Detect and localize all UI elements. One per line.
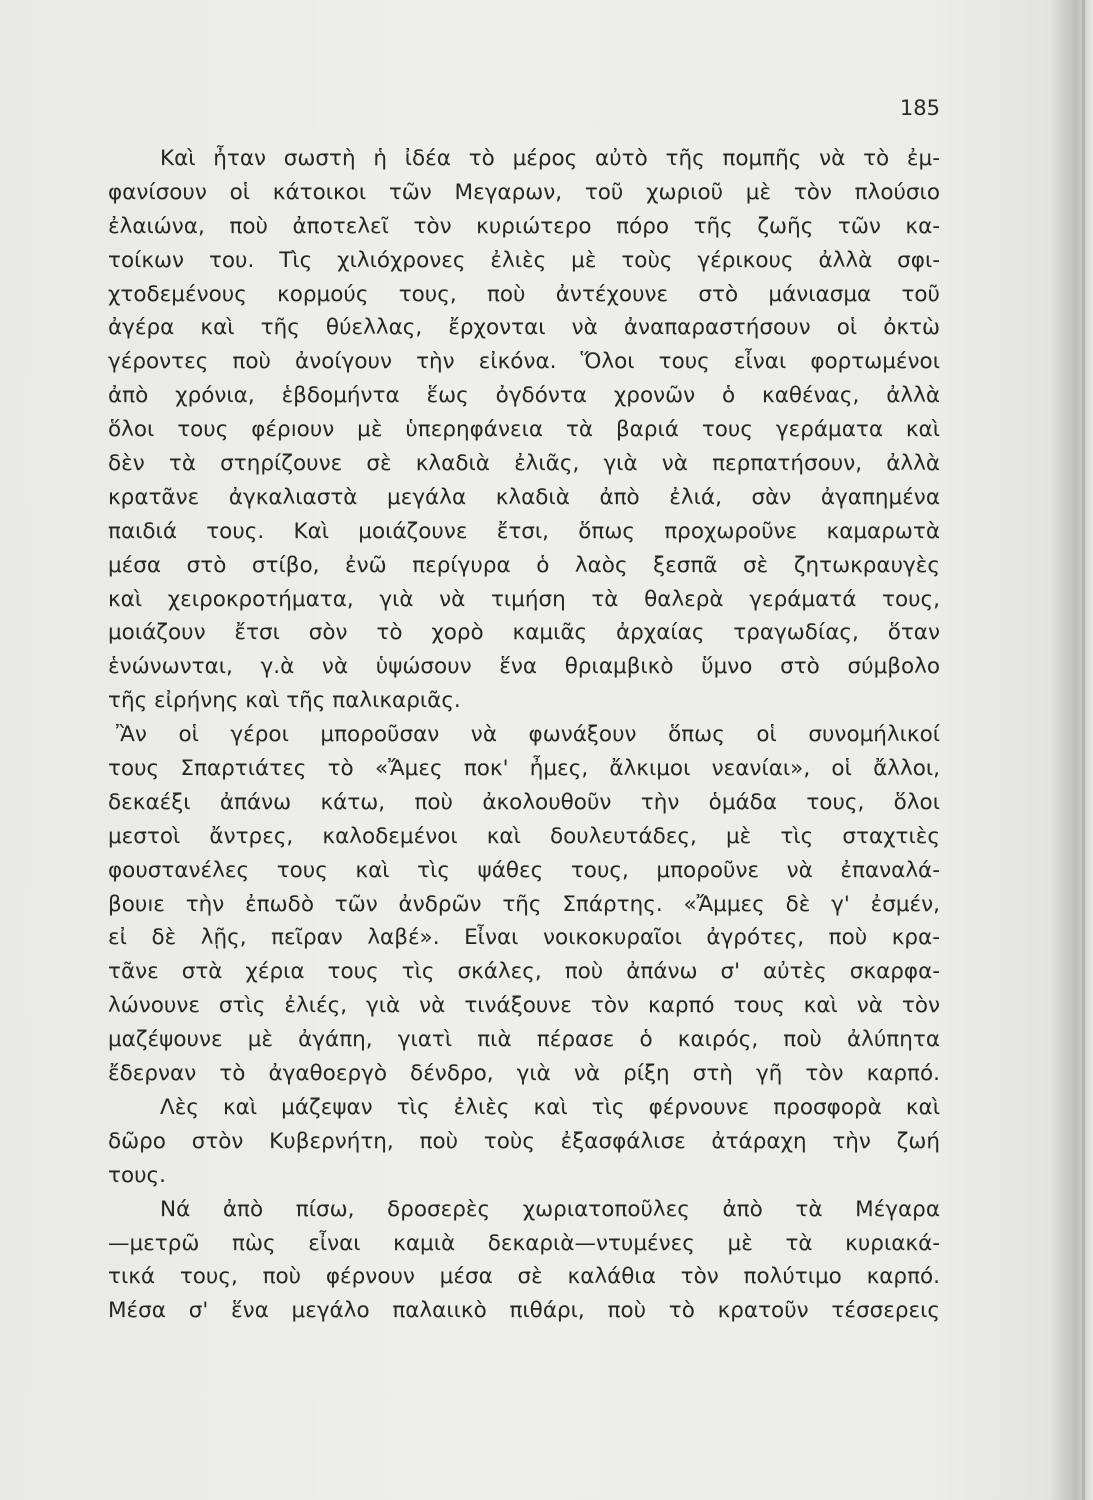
text-line: τῆς εἰρήνης καὶ τῆς παλικαριᾶς. bbox=[108, 688, 461, 714]
text-line: ἑνώνωνται, γ.ὰ νὰ ὑψώσουν ἕνα θριαμβικὸ ὕμνο στὸ σύμβολο bbox=[108, 654, 940, 680]
text-line: τους. bbox=[108, 1162, 166, 1188]
text-line: χτοδεμένους κορμούς τους, ποὺ ἀντέχουνε στὸ μάνιασμα τοῦ bbox=[108, 281, 940, 307]
text-line: παιδιά τους. Καὶ μοιάζουνε ἔτσι, ὅπως προχωροῦνε καμαρωτὰ bbox=[108, 518, 940, 544]
text-line: δεκαέξι ἀπάνω κάτω, ποὺ ἀκολουθοῦν τὴν ὁμάδα τους, ὅλοι bbox=[108, 789, 940, 815]
text-line: μεστοὶ ἄντρες, καλοδεμένοι καὶ δουλευτάδες, μὲ τὶς σταχτιὲς bbox=[108, 823, 940, 849]
text-line: Λὲς καὶ μάζεψαν τὶς ἐλιὲς καὶ τὶς φέρνουνε προσφορὰ καὶ bbox=[160, 1094, 940, 1120]
page-body-text bbox=[108, 142, 940, 1328]
text-line: κρατᾶνε ἀγκαλιαστὰ μεγάλα κλαδιὰ ἀπὸ ἐλιά, σὰν ἀγαπημένα bbox=[108, 484, 940, 510]
text-line: ἀπὸ χρόνια, ἑβδομήντα ἕως ὀγδόντα χρονῶν ὁ καθένας, ἀλλὰ bbox=[108, 383, 940, 409]
text-line: φουστανέλες τους καὶ τὶς ψάθες τους, μποροῦνε νὰ ἐπαναλά- bbox=[108, 857, 940, 883]
text-line: καὶ χειροκροτήματα, γιὰ νὰ τιμήση τὰ θαλερὰ γεράματά τους, bbox=[108, 586, 940, 612]
text-line: ἐλαιώνα, ποὺ ἀποτελεῖ τὸν κυριώτερο πόρο τῆς ζωῆς τῶν κα- bbox=[108, 213, 940, 239]
page-number: 185 bbox=[899, 96, 940, 120]
page-edge-shadow bbox=[1082, 0, 1085, 1500]
text-line: Νά ἀπὸ πίσω, δροσερὲς χωριατοποῦλες ἀπὸ τὰ Μέγαρα bbox=[160, 1196, 940, 1222]
text-line: Ἂν οἱ γέροι μποροῦσαν νὰ φωνάξουν ὅπως οἱ συνομήλικοί bbox=[116, 722, 940, 748]
text-line: δῶρο στὸν Κυβερνήτη, ποὺ τοὺς ἐξασφάλισε ἀτάραχη τὴν ζωή bbox=[108, 1128, 940, 1154]
text-line: ἔδερναν τὸ ἀγαθοεργὸ δένδρο, γιὰ νὰ ρίξη στὴ γῆ τὸν καρπό. bbox=[108, 1061, 940, 1087]
text-line: λώνουνε στὶς ἐλιές, γιὰ νὰ τινάξουνε τὸν καρπό τους καὶ νὰ τὸν bbox=[108, 993, 940, 1019]
text-line: Καὶ ἦταν σωστὴ ἡ ἰδέα τὸ μέρος αὐτὸ τῆς πομπῆς νὰ τὸ ἐμ- bbox=[160, 146, 940, 171]
text-line: δὲν τὰ στηρίζουνε σὲ κλαδιὰ ἐλιᾶς, γιὰ νὰ περπατήσουν, ἀλλὰ bbox=[108, 451, 940, 477]
text-line: τους Σπαρτιάτες τὸ «Ἄμες ποκ' ἦμες, ἄλκιμοι νεανίαι», οἱ ἄλλοι, bbox=[108, 756, 940, 782]
text-line: βουıε τὴν ἐπωδὸ τῶν ἀνδρῶν τῆς Σπάρτης. «Ἄμμες δὲ γ' ἐσμέν, bbox=[108, 891, 940, 917]
text-line: εἰ δὲ λῇς, πεῖραν λαβέ». Εἶναι νοικοκυραῖοι ἀγρότες, ποὺ κρα- bbox=[108, 925, 940, 951]
text-line: ἀγέρα καὶ τῆς θύελλας, ἔρχονται νὰ ἀναπαραστήσουν οἱ ὀκτὼ bbox=[108, 315, 940, 341]
text-line: ὅλοι τους φέρıουν μὲ ὑπερηφάνεια τὰ βαριά τους γεράματα καὶ bbox=[108, 417, 940, 443]
text-line: φανίσουν οἱ κάτοικοι τῶν Μεγαρων, τοῦ χωριοῦ μὲ τὸν πλούσιο bbox=[108, 179, 940, 205]
text-line: μαζέψουνε μὲ ἀγάπη, γιατὶ πιὰ πέρασε ὁ καιρός, ποὺ ἀλύπητα bbox=[108, 1027, 940, 1053]
text-line: γέροντες ποὺ ἀνοίγουν τὴν εἰκόνα. Ὅλοι τους εἶναι φορτωμένοι bbox=[108, 349, 940, 375]
text-line: τᾶνε στὰ χέρια τους τὶς σκάλες, ποὺ ἀπάνω σ' αὐτὲς σκαρφα- bbox=[108, 959, 940, 985]
text-line: Μέσα σ' ἕνα μεγάλο παλαιικὸ πιθάρι, ποὺ τὸ κρατοῦν τέσσερεις bbox=[108, 1298, 940, 1324]
text-line: μοιάζουν ἔτσι σὸν τὸ χορὸ καμιᾶς ἀρχαίας τραγωδίας, ὅταν bbox=[108, 620, 940, 646]
text-line: τικά τους, ποὺ φέρνουν μέσα σὲ καλάθια τὸν πολύτιμο καρπό. bbox=[108, 1264, 940, 1290]
text-line: μέσα στὸ στίβο, ἐνῶ περίγυρα ὁ λαὸς ξεσπᾶ σὲ ζητωκραυγὲς bbox=[108, 552, 940, 578]
text-line: —μετρῶ πὼς εἶναι καμιὰ δεκαριὰ—ντυμένες μὲ τὰ κυριακά- bbox=[108, 1230, 940, 1256]
text-line: τοίκων του. Τὶς χιλιόχρονες ἐλιὲς μὲ τοὺς γέρικους ἀλλὰ σφι- bbox=[108, 247, 940, 273]
